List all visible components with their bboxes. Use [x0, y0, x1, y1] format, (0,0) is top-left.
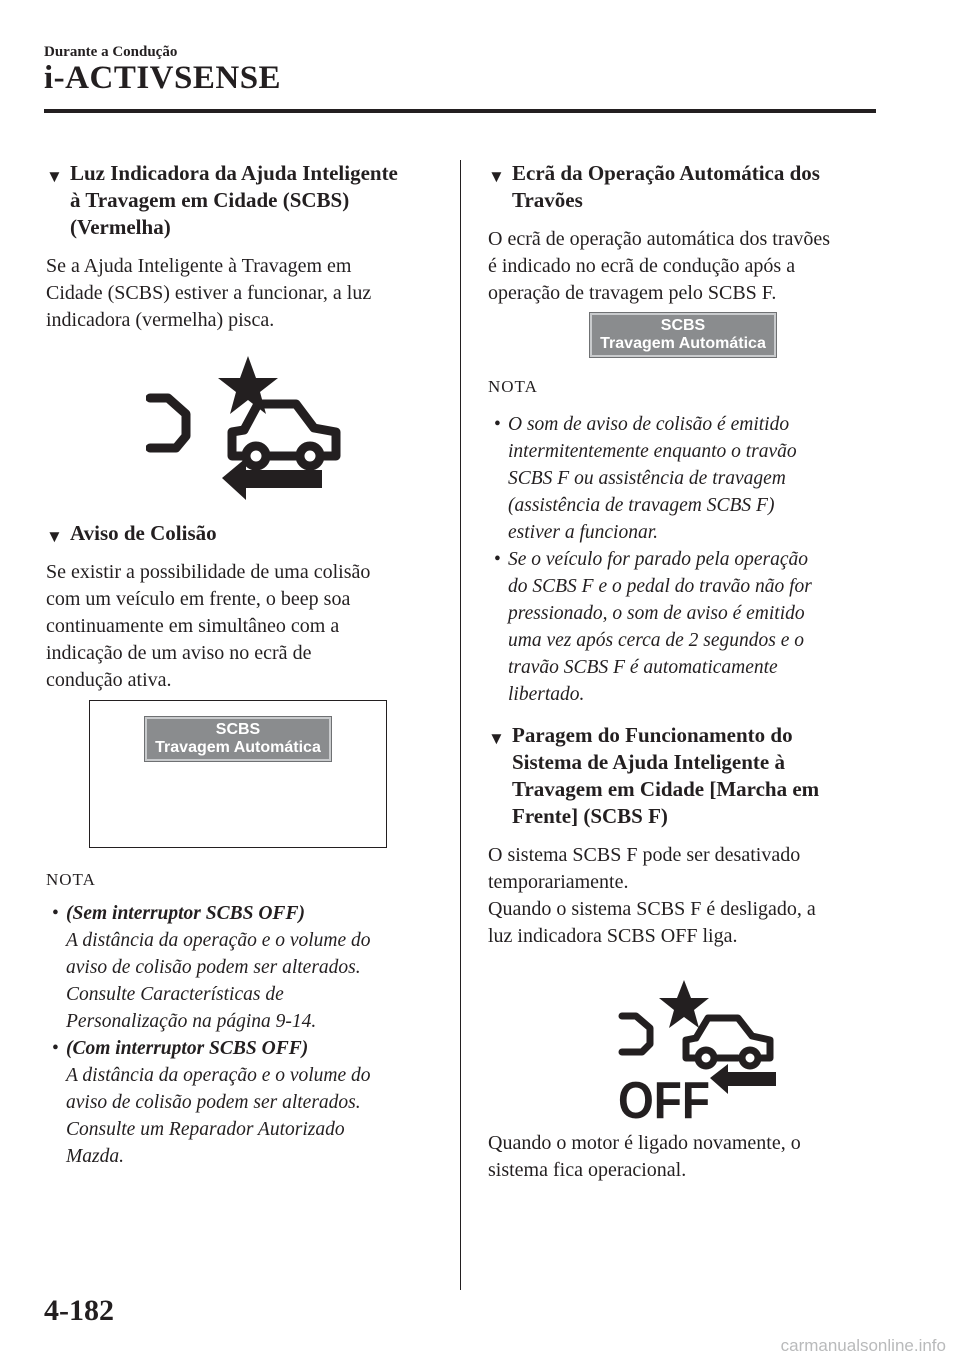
heading-auto-brake-display: ▼ Ecrã da Operação Automática dos Travões [488, 161, 820, 212]
scbs-warning-icon [146, 356, 346, 506]
page-number: 4-182 [44, 1294, 114, 1327]
auto-brake-badge: SCBS Travagem Automática [145, 717, 331, 761]
right-column [488, 160, 878, 1196]
heading-collision-warning: ▼ Aviso de Colisão [46, 520, 446, 547]
nota-label: NOTA [46, 870, 96, 889]
header-rule [44, 109, 876, 113]
stop-operation-text: O sistema SCBS F pode ser desativado temporariamente. Quando o sistema SCBS F é desligado, a luz indicadora SCBS OFF liga. [488, 844, 816, 947]
nota-label: NOTA [488, 377, 538, 396]
note-vehicle-stopped: • Se o veículo for parado pela operação do SCBS F e o pedal do travão não for pressionado, o som de aviso é emitido uma vez após cerca de 2 segundos e o travão SCBS F é automaticamente libertado. [494, 549, 812, 705]
note-without-switch: • (Sem interruptor SCBS OFF) A distância da operação e o volume do aviso de colisão podem ser alterados. Consulte Características de Personalização na página 9-14. [52, 903, 371, 1032]
triangle-bullet-icon: ▼ [46, 527, 63, 546]
scbs-off-figure [508, 980, 878, 1120]
note-with-switch: • (Com interruptor SCBS OFF) A distância da operação e o volume do aviso de colisão podem ser alterados. Consulte um Reparador Autorizado Mazda. [52, 1038, 371, 1167]
chapter-title: Durante a Condução [44, 44, 178, 60]
note-warning-sound: • O som de aviso de colisão é emitido intermitentemente enquanto o travão SCBS F ou assistência de travagem (assistência de travagem SCBS F) estiver a funcionar. [494, 414, 797, 543]
column-divider [460, 160, 461, 1290]
auto-brake-badge: SCBS Travagem Automática [590, 313, 776, 357]
triangle-bullet-icon: ▼ [46, 167, 63, 186]
collision-warning-text: Se existir a possibilidade de uma colisão com um veículo em frente, o beep soa continuamente em simultâneo com a indicação de um aviso no ecrã de condução ativa. [46, 561, 371, 691]
heading-scbs-indicator: ▼ Luz Indicadora da Ajuda Inteligente à Travagem em Cidade (SCBS) (Vermelha) [46, 161, 398, 239]
triangle-bullet-icon: ▼ [488, 729, 505, 748]
footer-watermark[interactable]: carmanualsonline.info [780, 1336, 946, 1355]
restart-text: Quando o motor é ligado novamente, o sistema fica operacional. [488, 1132, 801, 1181]
scbs-off-icon [608, 980, 778, 1120]
auto-brake-display-text: O ecrã de operação automática dos travões é indicado no ecrã de condução após a operação de travagem pelo SCBS F. [488, 228, 831, 304]
off-label: OFF [618, 1072, 710, 1120]
section-title: i-ACTIVSENSE [44, 60, 282, 96]
scbs-indicator-text: Se a Ajuda Inteligente à Travagem em Cidade (SCBS) estiver a funcionar, a luz indicadora (vermelha) pisca. [46, 255, 372, 331]
heading-stop-operation: ▼ Paragem do Funcionamento do Sistema de Ajuda Inteligente à Travagem em Cidade [Marcha em Frente] (SCBS F) [488, 723, 820, 828]
scbs-warning-figure [46, 356, 446, 506]
triangle-bullet-icon: ▼ [488, 167, 505, 186]
driving-display-frame [89, 700, 387, 848]
left-column [46, 160, 446, 1170]
